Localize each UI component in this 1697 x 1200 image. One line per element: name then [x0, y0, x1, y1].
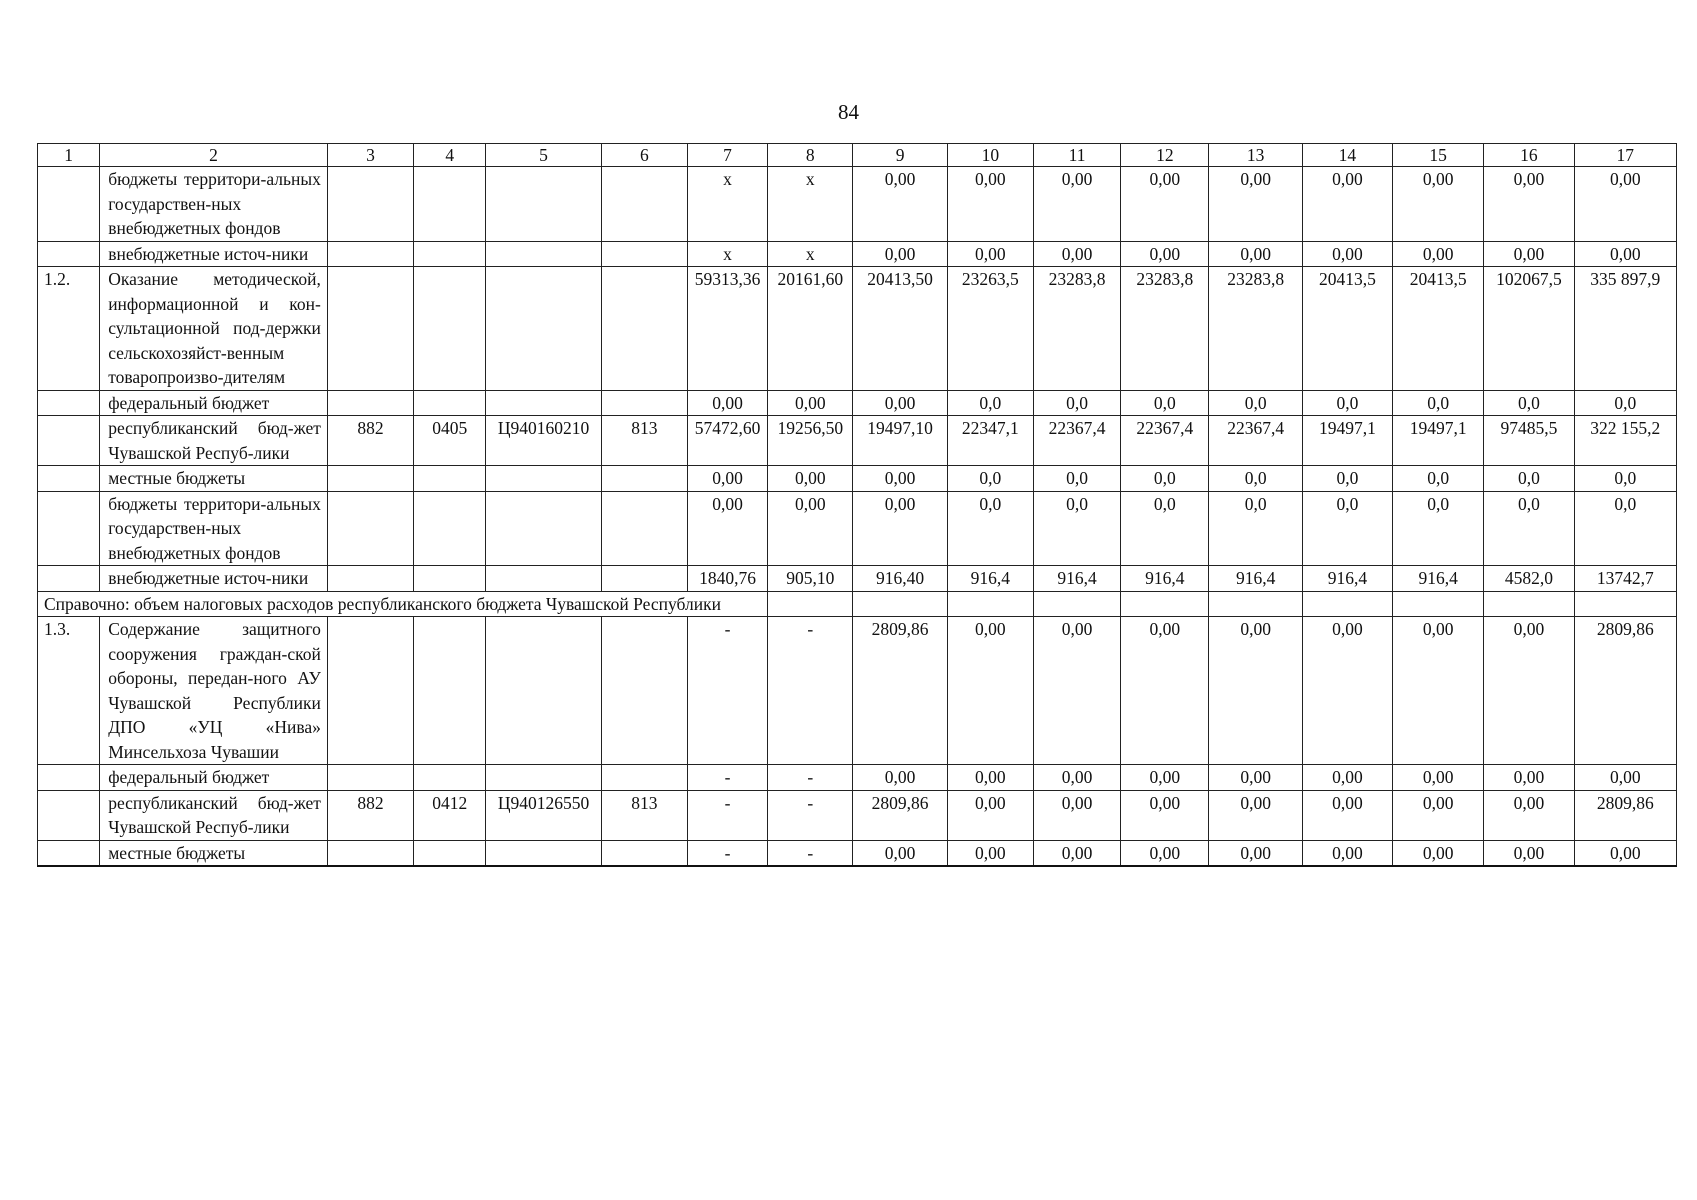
grbs-code: 882 [327, 416, 413, 466]
section-code [414, 765, 486, 791]
target-article-code [486, 491, 601, 566]
value-cell: 102067,5 [1484, 267, 1574, 391]
value-cell: 0,0 [1574, 390, 1676, 416]
value-cell: 916,4 [1302, 566, 1392, 592]
value-cell: 0,00 [1033, 790, 1120, 840]
table-row [38, 416, 1677, 466]
value-cell: 0,0 [1574, 466, 1676, 492]
value-cell: - [768, 765, 853, 791]
grbs-code [327, 241, 413, 267]
value-cell: 19497,1 [1302, 416, 1392, 466]
value-cell: 916,4 [947, 566, 1033, 592]
value-cell: 23283,8 [1121, 267, 1209, 391]
value-cell: 0,00 [947, 167, 1033, 242]
value-cell: 0,00 [853, 167, 947, 242]
value-cell: 0,0 [1033, 390, 1120, 416]
value-cell: 0,0 [1302, 390, 1392, 416]
column-header: 9 [853, 144, 947, 167]
value-cell: 22347,1 [947, 416, 1033, 466]
section-code [414, 390, 486, 416]
value-cell: 0,0 [947, 491, 1033, 566]
value-cell: 0,00 [947, 617, 1033, 765]
row-number [38, 566, 100, 592]
page-number: 84 [838, 100, 859, 124]
value-cell: 59313,36 [687, 267, 767, 391]
value-cell: 0,0 [1484, 390, 1574, 416]
value-cell: 0,0 [1484, 491, 1574, 566]
row-number: 1.3. [38, 617, 100, 765]
value-cell: 0,0 [1302, 466, 1392, 492]
value-cell: 0,00 [1484, 617, 1574, 765]
grbs-code: 882 [327, 790, 413, 840]
row-name: Содержание защитного сооружения граждан-ской обороны, передан-ного АУ Чувашской Республики ДПО «УЦ «Нива» Минсельхоза Чувашии [100, 617, 328, 765]
row-name: внебюджетные источ-ники [100, 566, 328, 592]
section-code: 0412 [414, 790, 486, 840]
column-header: 10 [947, 144, 1033, 167]
value-cell: x [687, 241, 767, 267]
value-cell: 0,00 [1393, 167, 1484, 242]
value-cell: 0,00 [1484, 241, 1574, 267]
expense-type-code [601, 267, 687, 391]
value-cell: 0,00 [1033, 241, 1120, 267]
value-cell: 2809,86 [1574, 790, 1676, 840]
grbs-code [327, 566, 413, 592]
value-cell: 0,00 [1393, 765, 1484, 791]
value-cell: 0,0 [1033, 491, 1120, 566]
reference-note-row [38, 591, 1677, 617]
value-cell: 0,00 [1302, 617, 1392, 765]
column-header: 4 [414, 144, 486, 167]
row-number [38, 840, 100, 866]
value-cell: 97485,5 [1484, 416, 1574, 466]
value-cell: 0,00 [687, 466, 767, 492]
value-cell: 20413,5 [1393, 267, 1484, 391]
value-cell: 20413,5 [1302, 267, 1392, 391]
expense-type-code [601, 390, 687, 416]
value-cell: 0,0 [947, 466, 1033, 492]
section-code: 0405 [414, 416, 486, 466]
value-cell: 22367,4 [1121, 416, 1209, 466]
row-name: бюджеты территори-альных государствен-ных внебюджетных фондов [100, 167, 328, 242]
value-cell: 0,00 [1209, 241, 1302, 267]
value-cell: 0,00 [1209, 840, 1302, 866]
row-name: республиканский бюд-жет Чувашской Респуб-лики [100, 790, 328, 840]
expense-type-code [601, 167, 687, 242]
section-code [414, 167, 486, 242]
value-cell: 0,00 [1574, 241, 1676, 267]
value-cell: 0,00 [853, 491, 947, 566]
target-article-code: Ц940160210 [486, 416, 601, 466]
value-cell: 916,4 [1209, 566, 1302, 592]
value-cell: 20413,50 [853, 267, 947, 391]
table-row [38, 566, 1677, 592]
column-header: 17 [1574, 144, 1676, 167]
value-cell: 57472,60 [687, 416, 767, 466]
value-cell: 1840,76 [687, 566, 767, 592]
value-cell [1121, 591, 1209, 617]
value-cell: 0,00 [768, 491, 853, 566]
value-cell: 0,00 [947, 765, 1033, 791]
table-row [38, 167, 1677, 242]
value-cell: 0,0 [1209, 466, 1302, 492]
value-cell [1393, 591, 1484, 617]
table-row [38, 241, 1677, 267]
grbs-code [327, 765, 413, 791]
table-row [38, 491, 1677, 566]
grbs-code [327, 617, 413, 765]
section-code [414, 617, 486, 765]
value-cell: 916,4 [1393, 566, 1484, 592]
value-cell: 0,00 [1121, 840, 1209, 866]
table-row [38, 390, 1677, 416]
value-cell: - [687, 617, 767, 765]
table-row [38, 466, 1677, 492]
value-cell [1033, 591, 1120, 617]
column-header: 6 [601, 144, 687, 167]
value-cell: - [687, 765, 767, 791]
section-code [414, 840, 486, 866]
value-cell: 0,0 [1484, 466, 1574, 492]
value-cell: 0,0 [1393, 491, 1484, 566]
grbs-code [327, 466, 413, 492]
value-cell: 0,00 [1209, 790, 1302, 840]
target-article-code: Ц940126550 [486, 790, 601, 840]
value-cell: 0,00 [1484, 765, 1574, 791]
row-number [38, 241, 100, 267]
expense-type-code [601, 241, 687, 267]
value-cell: 0,00 [687, 390, 767, 416]
value-cell: 0,00 [768, 390, 853, 416]
value-cell: 0,0 [1393, 390, 1484, 416]
value-cell: 0,00 [1209, 617, 1302, 765]
column-header: 7 [687, 144, 767, 167]
column-header: 3 [327, 144, 413, 167]
target-article-code [486, 390, 601, 416]
grbs-code [327, 840, 413, 866]
column-header: 16 [1484, 144, 1574, 167]
column-header: 11 [1033, 144, 1120, 167]
value-cell: 0,0 [1121, 390, 1209, 416]
value-cell: 20161,60 [768, 267, 853, 391]
value-cell: 0,00 [1393, 241, 1484, 267]
row-number [38, 390, 100, 416]
section-code [414, 491, 486, 566]
grbs-code [327, 491, 413, 566]
value-cell: 0,00 [1393, 617, 1484, 765]
value-cell: 0,00 [947, 790, 1033, 840]
value-cell: 0,0 [1574, 491, 1676, 566]
table-row [38, 267, 1677, 391]
value-cell: 0,00 [1484, 790, 1574, 840]
row-name: республиканский бюд-жет Чувашской Респуб-лики [100, 416, 328, 466]
value-cell: 0,00 [947, 241, 1033, 267]
value-cell: 0,00 [1033, 167, 1120, 242]
value-cell: 4582,0 [1484, 566, 1574, 592]
value-cell: 0,0 [1209, 390, 1302, 416]
target-article-code [486, 617, 601, 765]
value-cell: 0,00 [1121, 790, 1209, 840]
value-cell: 0,00 [1121, 241, 1209, 267]
value-cell: 0,0 [1033, 466, 1120, 492]
grbs-code [327, 267, 413, 391]
column-header: 12 [1121, 144, 1209, 167]
value-cell [853, 591, 947, 617]
value-cell: 0,00 [853, 466, 947, 492]
value-cell: - [768, 617, 853, 765]
expense-type-code [601, 466, 687, 492]
value-cell: 19497,10 [853, 416, 947, 466]
value-cell: 2809,86 [853, 617, 947, 765]
value-cell: 0,00 [1393, 840, 1484, 866]
row-name: Оказание методической, информационной и кон-сультационной под-держки сельскохозяйст-венным товаропроизво-дителям [100, 267, 328, 391]
expense-type-code [601, 566, 687, 592]
value-cell: 0,00 [853, 241, 947, 267]
expense-type-code: 813 [601, 790, 687, 840]
value-cell: 0,00 [1121, 617, 1209, 765]
value-cell: - [687, 790, 767, 840]
row-number [38, 491, 100, 566]
value-cell: 0,00 [1574, 840, 1676, 866]
row-number: 1.2. [38, 267, 100, 391]
value-cell: 0,00 [1302, 790, 1392, 840]
row-number [38, 466, 100, 492]
row-name: федеральный бюджет [100, 765, 328, 791]
column-header: 5 [486, 144, 601, 167]
expense-type-code [601, 840, 687, 866]
target-article-code [486, 466, 601, 492]
value-cell [947, 591, 1033, 617]
value-cell: - [687, 840, 767, 866]
value-cell: 23283,8 [1033, 267, 1120, 391]
value-cell: x [768, 241, 853, 267]
value-cell: 916,4 [1121, 566, 1209, 592]
value-cell: 0,00 [1302, 840, 1392, 866]
table-row [38, 790, 1677, 840]
value-cell: 0,00 [947, 840, 1033, 866]
value-cell: 2809,86 [1574, 617, 1676, 765]
table-row [38, 765, 1677, 791]
target-article-code [486, 167, 601, 242]
value-cell: 2809,86 [853, 790, 947, 840]
expense-type-code: 813 [601, 416, 687, 466]
row-name: бюджеты территори-альных государствен-ных внебюджетных фондов [100, 491, 328, 566]
column-header: 2 [100, 144, 328, 167]
value-cell [1484, 591, 1574, 617]
value-cell: 0,00 [853, 840, 947, 866]
column-header: 14 [1302, 144, 1392, 167]
column-header: 15 [1393, 144, 1484, 167]
value-cell: 0,00 [1033, 617, 1120, 765]
value-cell: 916,4 [1033, 566, 1120, 592]
target-article-code [486, 267, 601, 391]
value-cell: - [768, 790, 853, 840]
value-cell: - [768, 840, 853, 866]
value-cell [1574, 591, 1676, 617]
table-row [38, 840, 1677, 866]
value-cell: 0,00 [1033, 765, 1120, 791]
value-cell: 0,00 [1574, 167, 1676, 242]
value-cell: 19497,1 [1393, 416, 1484, 466]
section-code [414, 466, 486, 492]
value-cell: 0,00 [1302, 241, 1392, 267]
row-name: федеральный бюджет [100, 390, 328, 416]
value-cell: 19256,50 [768, 416, 853, 466]
section-code [414, 267, 486, 391]
column-header: 1 [38, 144, 100, 167]
value-cell: 905,10 [768, 566, 853, 592]
value-cell: x [768, 167, 853, 242]
value-cell: 13742,7 [1574, 566, 1676, 592]
value-cell: 0,00 [1574, 765, 1676, 791]
expense-type-code [601, 765, 687, 791]
column-header: 8 [768, 144, 853, 167]
value-cell [1209, 591, 1302, 617]
value-cell: 23263,5 [947, 267, 1033, 391]
section-code [414, 241, 486, 267]
value-cell: 0,00 [1033, 840, 1120, 866]
value-cell: 0,00 [1484, 840, 1574, 866]
value-cell: 0,00 [1302, 765, 1392, 791]
target-article-code [486, 840, 601, 866]
table-row [38, 617, 1677, 765]
value-cell: 0,00 [1209, 765, 1302, 791]
section-code [414, 566, 486, 592]
target-article-code [486, 566, 601, 592]
row-name: внебюджетные источ-ники [100, 241, 328, 267]
row-number [38, 790, 100, 840]
value-cell: 0,00 [853, 390, 947, 416]
value-cell: 0,00 [1484, 167, 1574, 242]
header-row [38, 144, 1677, 167]
value-cell: 23283,8 [1209, 267, 1302, 391]
value-cell: 0,0 [1393, 466, 1484, 492]
row-name: местные бюджеты [100, 466, 328, 492]
value-cell: 0,00 [1121, 167, 1209, 242]
value-cell: 322 155,2 [1574, 416, 1676, 466]
value-cell: 916,40 [853, 566, 947, 592]
value-cell: 0,00 [1121, 765, 1209, 791]
value-cell: 0,0 [947, 390, 1033, 416]
value-cell: 0,00 [1302, 167, 1392, 242]
value-cell: 0,00 [687, 491, 767, 566]
value-cell: 0,00 [1393, 790, 1484, 840]
grbs-code [327, 390, 413, 416]
row-number [38, 167, 100, 242]
column-header: 13 [1209, 144, 1302, 167]
reference-note: Справочно: объем налоговых расходов республиканского бюджета Чувашской Республики [38, 591, 768, 617]
target-article-code [486, 765, 601, 791]
target-article-code [486, 241, 601, 267]
row-name: местные бюджеты [100, 840, 328, 866]
budget-table [37, 143, 1677, 867]
value-cell: 335 897,9 [1574, 267, 1676, 391]
value-cell: 0,0 [1121, 466, 1209, 492]
expense-type-code [601, 617, 687, 765]
grbs-code [327, 167, 413, 242]
value-cell: 0,00 [1209, 167, 1302, 242]
row-number [38, 765, 100, 791]
value-cell: x [687, 167, 767, 242]
value-cell [1302, 591, 1392, 617]
expense-type-code [601, 491, 687, 566]
row-number [38, 416, 100, 466]
value-cell: 0,0 [1209, 491, 1302, 566]
value-cell: 22367,4 [1209, 416, 1302, 466]
value-cell: 22367,4 [1033, 416, 1120, 466]
value-cell: 0,0 [1302, 491, 1392, 566]
value-cell: 0,0 [1121, 491, 1209, 566]
value-cell [768, 591, 853, 617]
value-cell: 0,00 [853, 765, 947, 791]
value-cell: 0,00 [768, 466, 853, 492]
